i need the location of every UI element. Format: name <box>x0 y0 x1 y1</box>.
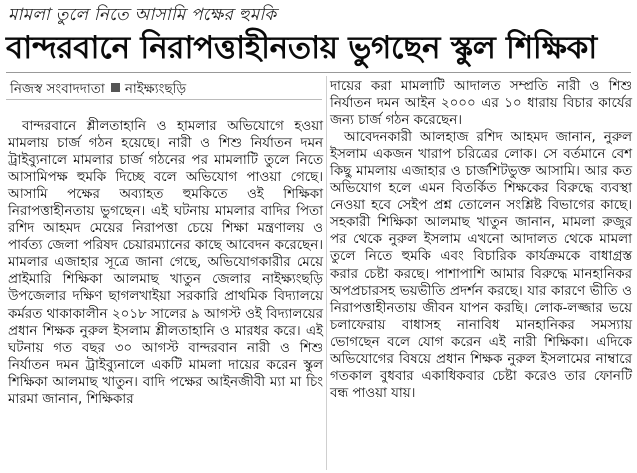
kicker-subhead: মামলা তুলে নিতে আসামি পক্ষের হুমকি <box>8 5 277 25</box>
byline-rule <box>6 99 322 100</box>
byline <box>10 78 186 101</box>
byline-location: নাইক্ষ্যংছড়ি <box>124 81 187 97</box>
column-divider <box>326 76 327 470</box>
article-paragraph: বান্দরবানে শ্লীলতাহানি ও হামলার অভিযোগে হওয়া মামলায় চার্জ গঠন হয়েছে। নারী ও শিশু নির্যাতন দমন ট্রাইব্যুনালে মামলার চার্জ গঠনের পর মামলাটি তুলে নিতে আসামিপক্ষ হুমকি দিচ্ছে বলে অভিযোগ পাওয়া গেছে। আসামি পক্ষের অব্যাহত হুমকিতে ওই শিক্ষিকা নিরাপত্তাহীনতায় ভুগছেন। এই ঘটনায় মামলার বাদির পিতা রশিদ আহমদ মেয়ের নিরাপত্তা চেয়ে শিক্ষা মন্ত্রণালয় ও পার্বত্য জেলা পরিষদ চেয়ারম্যানের কাছে আবেদন করেছেন। মামলার এজাহার সূত্রে জানা গেছে, অভিযোগকারীর মেয়ে প্রাইমারি শিক্ষিকা আলমাছ খাতুন জেলার নাইক্ষ্যংছড়ি উপজেলার দক্ষিণ ছাগলখাইয়া সরকারি প্রাথমিক বিদ্যালয়ে কর্মরত থাকাকালীন ২০১৮ সালের ৯ আগস্ট ওই বিদ্যালয়ের প্রধান শিক্ষক নুরুল ইসলাম শ্লীলতাহানি ও মারধর করে। এই ঘটনায় গত বছর ৩০ আগস্ট বান্দরবান নারী ও শিশু নির্যাতন দমন ট্রাইব্যুনালে একটি মামলা দায়ের করেন স্কুল শিক্ষিকা আলমাছ খাতুন। বাদি পক্ষের আইনজীবী ম্যা মা চিং মারমা জানান, শিক্ষিকার <box>8 119 323 407</box>
byline-separator-square <box>111 83 120 92</box>
headline-rule <box>6 72 631 73</box>
article-paragraph: আবেদনকারী আলহাজ রশিদ আহমদ জানান, নুরুল ইসলাম একজন খারাপ চরিত্রের লোক। সে বর্তমানে বেশ কিছু মামলায় এজাহার ও চার্জশিটভুক্ত আসামি। আর কত অভিযোগ হলে এমন বিতর্কিত শিক্ষকের বিরুদ্ধে ব্যবস্থা নেওয়া হবে সেইপ প্রশ্ন তোলেন সংশ্লিষ্ট বিভাগের কাছে। সহকারী শিক্ষিকা আলমাছ খাতুন জানান, মামলা রুজুর পর থেকে নুরুল ইসলাম এখনো আদালত থেকে মামলা তুলে নিতে হুমকি এবং বিচারিক কার্যক্রমকে বাধাগ্রস্ত করার চেষ্টা করছে। পাশাপাশি আমার বিরুদ্ধে মানহানিকর অপপ্রচারসহ ভয়ভীতি প্রদর্শন করছে। যার কারণে ভীতি ও নিরাপত্তাহীনতায় জীবন যাপন করছি। লোক-লজ্জার ভয়ে চলাফেরায় বাধাসহ নানাবিধ মানহানিকর সমস্যায় ভোগছেন বলে যোগ করেন এই নারী শিক্ষিকা। এদিকে অভিযোগের বিষয়ে প্রধান শিক্ষক নুরুল ইসলামের নাম্বারে গতকাল বুধবার একাধিকবার চেষ্টা করেও তার ফোনটি বন্ধ পাওয়া যায়। <box>330 130 632 401</box>
article-column-right <box>330 78 632 402</box>
article-column-left <box>8 118 323 408</box>
headline: বান্দরবানে নিরাপত্তাহীনতায় ভুগছেন স্কুল শিক্ষিকা <box>6 30 597 66</box>
byline-reporter: নিজস্ব সংবাদদাতা <box>10 81 105 97</box>
article-paragraph: দায়ের করা মামলাটি আদালত সম্প্রতি নারী ও শিশু নির্যাতন দমন আইন ২০০০ এর ১০ ধারায় বিচার কার্যের জন্য চার্জ গঠন করেছেন। <box>330 79 632 129</box>
